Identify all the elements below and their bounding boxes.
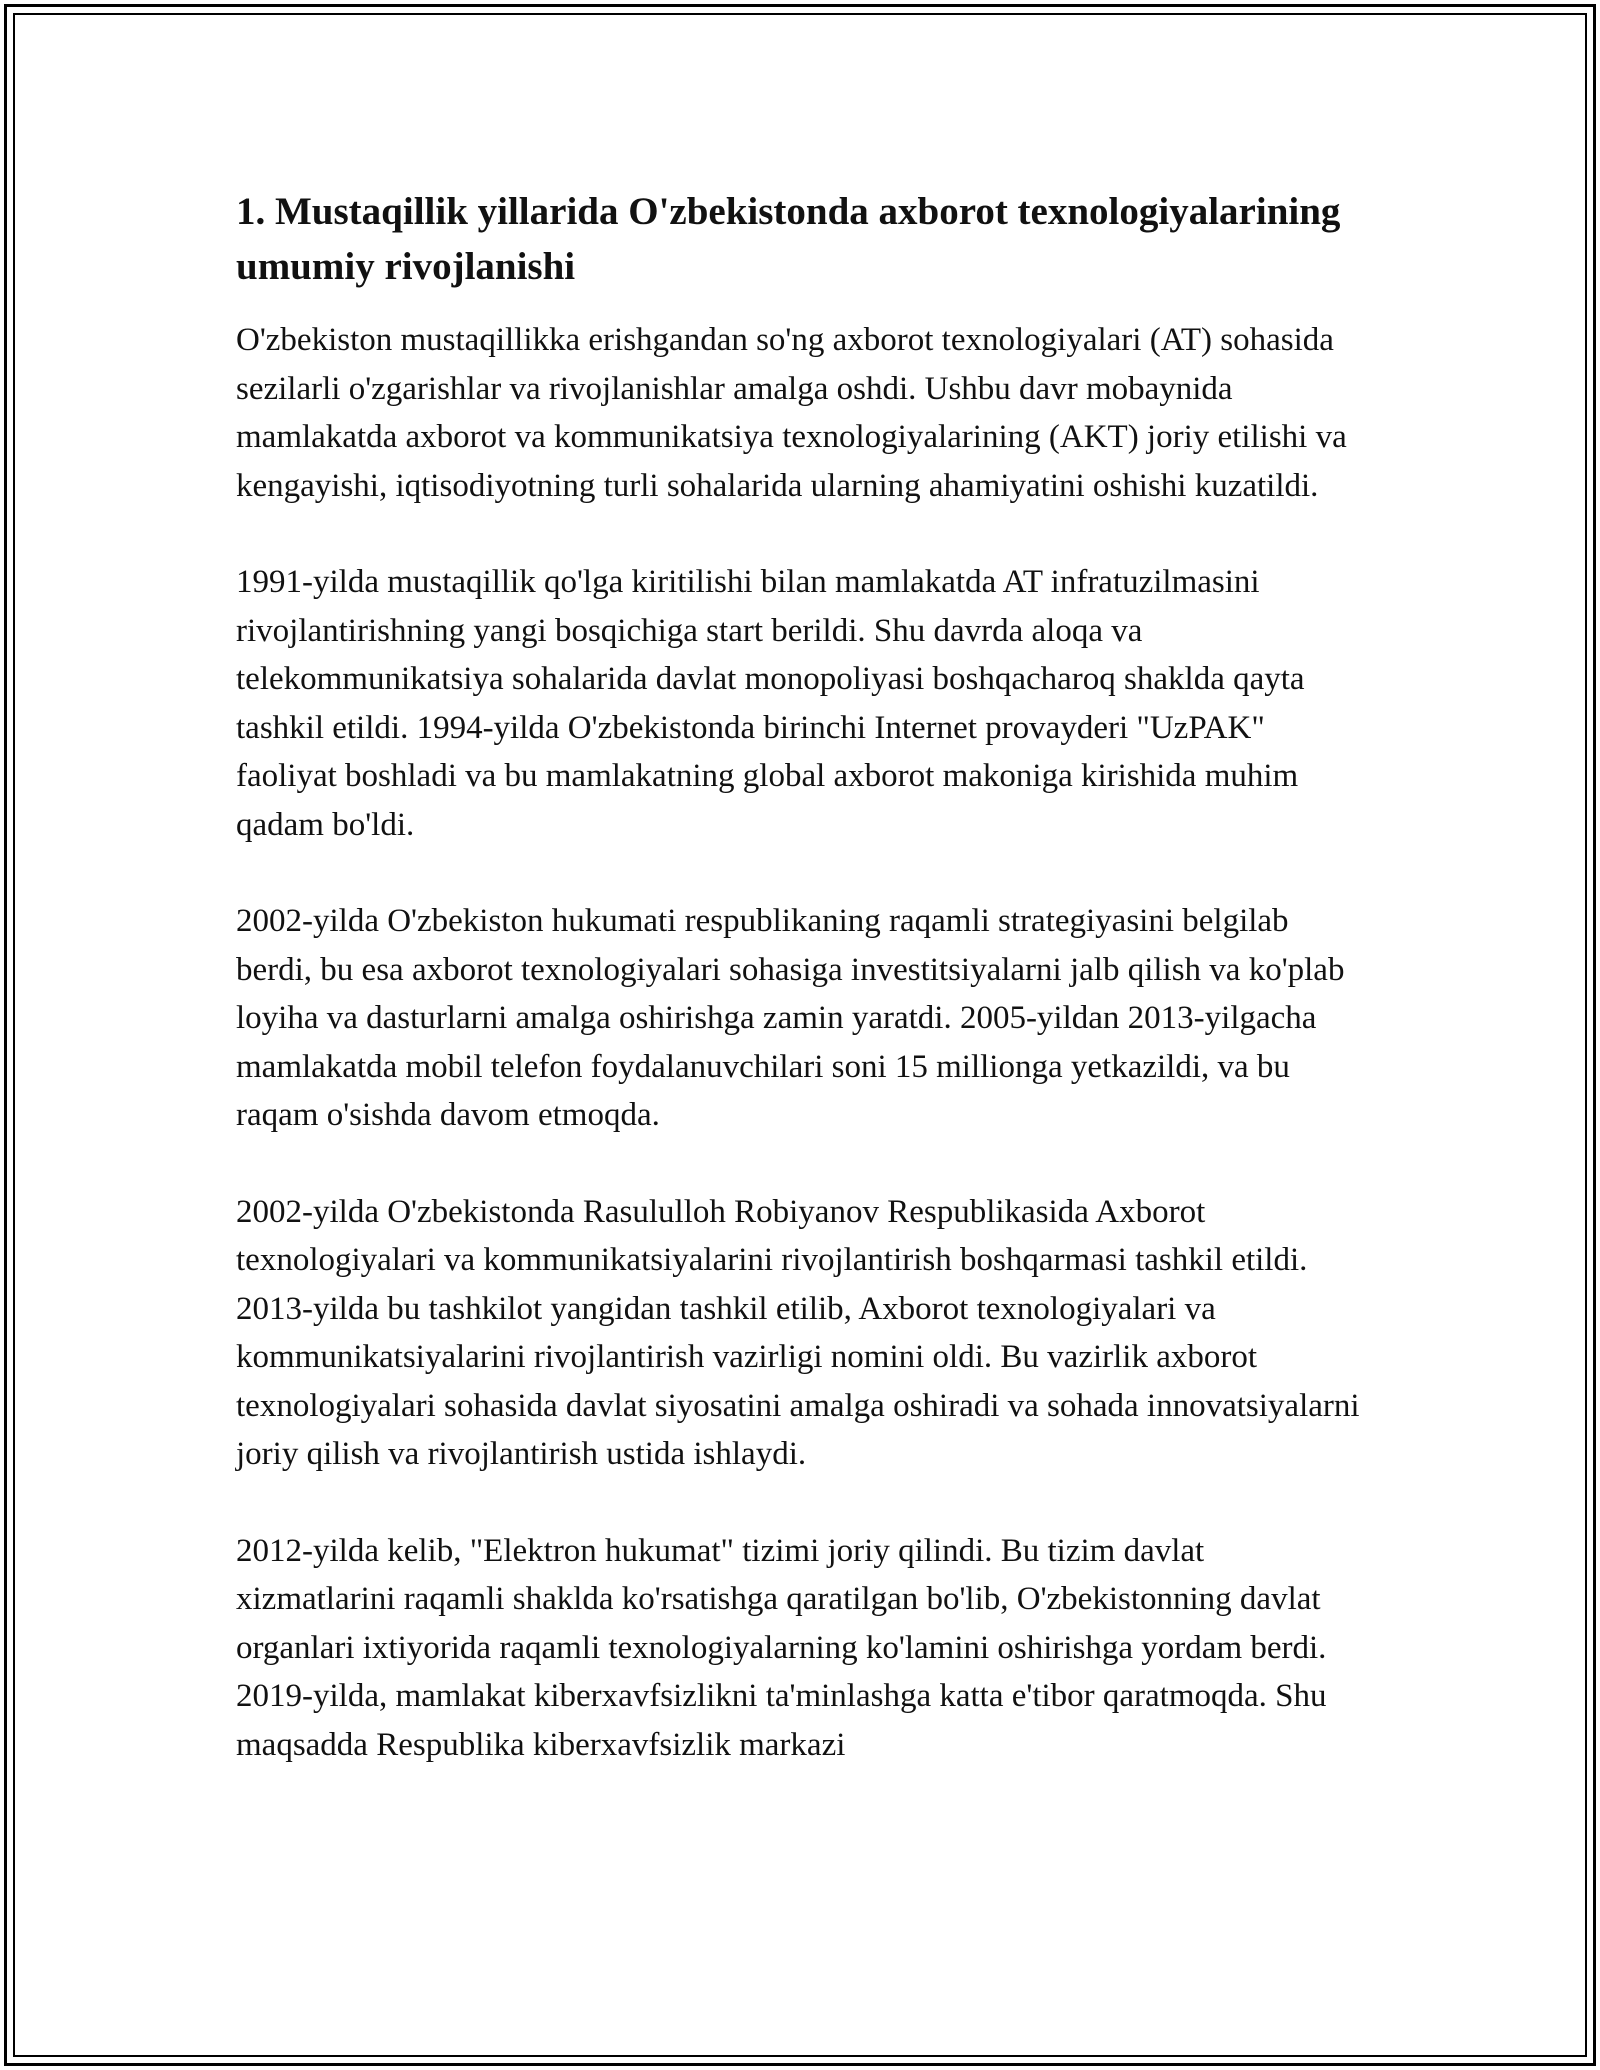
- paragraph-2: 1991-yilda mustaqillik qo'lga kiritilishi bilan mamlakatda AT infratuzilmasini rivojlantirishning yangi bosqichiga start berildi. Shu davrda aloqa va telekommunikatsiya sohalarida davlat monopoliyasi boshqacharoq shaklda qayta tashkil etildi. 1994-yilda O'zbekistonda birinchi Internet provayderi "UzPAK" faoliyat boshladi va bu mamlakatning global axborot makoniga kirishida muhim qadam bo'ldi.: [236, 564, 1305, 843]
- paragraph-5: 2012-yilda kelib, "Elektron hukumat" tizimi joriy qilindi. Bu tizim davlat xizmatlarini raqamli shaklda ko'rsatishga qaratilgan bo'lib, O'zbekistonning davlat organlari ixtiyorida raqamli texnologiyalarning ko'lamini oshirishga yordam berdi. 2019-yilda, mamlakat kiberxavfsizlikni ta'minlashga katta e'tibor qaratmoqda. Shu maqsadda Respublika kiberxavfsizlik markazi: [236, 1532, 1327, 1763]
- paragraph-3: 2002-yilda O'zbekiston hukumati respublikaning raqamli strategiyasini belgilab berdi, bu esa axborot texnologiyalari sohasiga investitsiyalarni jalb qilish va ko'plab loyiha va dasturlarni amalga oshirishga zamin yaratdi. 2005-yildan 2013-yilgacha mamlakatda mobil telefon foydalanuvchilari soni 15 millionga yetkazildi, va bu raqam o'sishda davom etmoqda.: [236, 903, 1345, 1133]
- paragraph-1: O'zbekiston mustaqillikka erishgandan so'ng axborot texnologiyalari (AT) sohasida sezilarli o'zgarishlar va rivojlanishlar amalga oshdi. Ushbu davr mobaynida mamlakatda axborot va kommunikatsiya texnologiyalarining (AKT) joriy etilishi va kengayishi, iqtisodiyotning turli sohalarida ularning ahamiyatini oshishi kuzatildi.: [236, 322, 1347, 504]
- document-body: [236, 184, 1366, 1817]
- section-heading: 1. Mustaqillik yillarida O'zbekistonda axborot texnologiyalarining umumiy rivojlanishi: [236, 190, 1341, 288]
- paragraph-4: 2002-yilda O'zbekistonda Rasululloh Robiyanov Respublikasida Axborot texnologiyalari va kommunikatsiyalarini rivojlantirish boshqarmasi tashkil etildi. 2013-yilda bu tashkilot yangidan tashkil etilib, Axborot texnologiyalari va kommunikatsiyalarini rivojlantirish vazirligi nomini oldi. Bu vazirlik axborot texnologiyalari sohasida davlat siyosatini amalga oshiradi va sohada innovatsiyalarni joriy qilish va rivojlantirish ustida ishlaydi.: [236, 1193, 1360, 1472]
